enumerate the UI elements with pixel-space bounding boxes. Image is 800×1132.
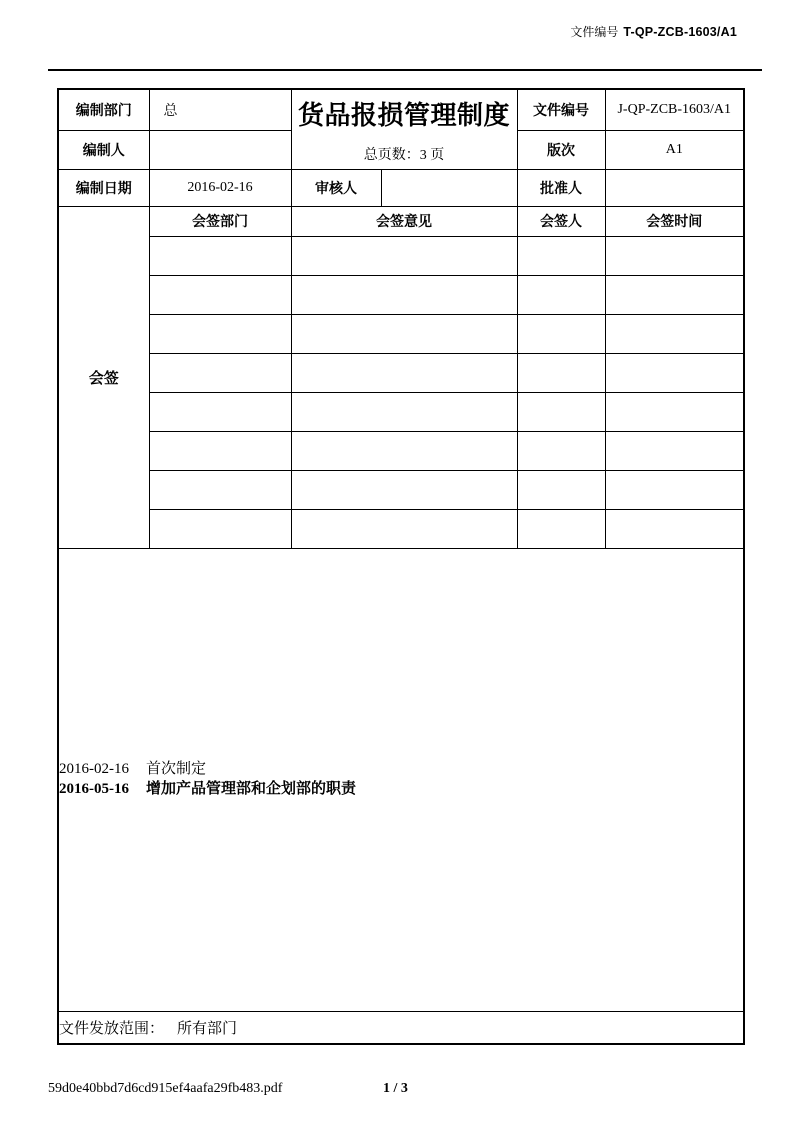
countersign-header-row — [58, 206, 744, 236]
reviewer-label: 审核人 — [291, 169, 381, 206]
countersign-dept-cell — [149, 392, 291, 431]
countersign-empty-row — [58, 392, 744, 431]
countersign-time-cell — [605, 314, 744, 353]
countersign-person-cell — [517, 275, 605, 314]
countersign-person-cell — [517, 353, 605, 392]
revision-date: 2016-02-16 — [59, 761, 129, 777]
countersign-dept-cell — [149, 470, 291, 509]
countersign-time-cell — [605, 509, 744, 548]
prep-dept-value: 总 — [149, 89, 291, 130]
approver-label: 批准人 — [517, 169, 605, 206]
prep-person-label: 编制人 — [58, 130, 149, 169]
countersign-opinion-cell — [291, 431, 517, 470]
footer-page-indicator: 1 / 3 — [383, 1081, 408, 1096]
pdf-footer — [40, 1081, 800, 1101]
page-header-doc-number — [570, 23, 737, 40]
distribution-row — [58, 1011, 744, 1044]
countersign-dept-cell — [149, 275, 291, 314]
countersign-opinion-cell — [291, 353, 517, 392]
countersign-dept-cell — [149, 431, 291, 470]
document-title: 货品报损管理制度 — [298, 100, 511, 130]
revision-entry — [59, 760, 743, 780]
distribution-label: 文件发放范围： — [59, 1020, 165, 1037]
doc-no-label: 文件编号 — [517, 89, 605, 130]
footer-filename: 59d0e40bbd7d6cd915ef4aafa29fb483.pdf — [48, 1081, 283, 1096]
revision-date: 2016-05-16 — [59, 780, 129, 797]
countersign-dept-cell — [149, 236, 291, 275]
title-cell — [291, 89, 517, 169]
header-doc-number-label: 文件编号 — [570, 25, 619, 39]
countersign-person-cell — [517, 470, 605, 509]
countersign-dept-cell — [149, 353, 291, 392]
countersign-opinion-cell — [291, 392, 517, 431]
countersign-person-cell — [517, 509, 605, 548]
countersign-empty-row — [58, 236, 744, 275]
countersign-col-opinion: 会签意见 — [291, 206, 517, 236]
countersign-dept-cell — [149, 509, 291, 548]
countersign-opinion-cell — [291, 470, 517, 509]
countersign-dept-cell — [149, 314, 291, 353]
revision-notes-cell — [58, 548, 744, 1011]
countersign-person-cell — [517, 236, 605, 275]
countersign-empty-row — [58, 470, 744, 509]
header-divider-line — [48, 69, 762, 71]
countersign-time-cell — [605, 431, 744, 470]
countersign-time-cell — [605, 392, 744, 431]
distribution-value: 所有部门 — [177, 1020, 238, 1037]
countersign-empty-row — [58, 431, 744, 470]
countersign-opinion-cell — [291, 275, 517, 314]
revision-notes-row — [58, 548, 744, 1011]
reviewer-value — [381, 169, 517, 206]
countersign-time-cell — [605, 470, 744, 509]
countersign-section-label: 会签 — [58, 206, 149, 548]
document-control-table — [57, 88, 745, 1045]
prep-person-value — [149, 130, 291, 169]
distribution-cell — [58, 1011, 744, 1044]
total-pages-text: 总页数：3 页 — [363, 147, 445, 163]
approver-value — [605, 169, 744, 206]
prep-date-value: 2016-02-16 — [149, 169, 291, 206]
version-value: A1 — [605, 130, 744, 169]
countersign-time-cell — [605, 275, 744, 314]
version-label: 版次 — [517, 130, 605, 169]
countersign-col-dept: 会签部门 — [149, 206, 291, 236]
revision-entry — [59, 780, 743, 800]
countersign-person-cell — [517, 431, 605, 470]
countersign-col-time: 会签时间 — [605, 206, 744, 236]
countersign-empty-row — [58, 275, 744, 314]
countersign-opinion-cell — [291, 236, 517, 275]
doc-no-value: J-QP-ZCB-1603/A1 — [605, 89, 744, 130]
countersign-opinion-cell — [291, 509, 517, 548]
revision-description: 首次制定 — [146, 761, 207, 777]
countersign-empty-row — [58, 353, 744, 392]
countersign-empty-row — [58, 509, 744, 548]
countersign-opinion-cell — [291, 314, 517, 353]
countersign-person-cell — [517, 392, 605, 431]
countersign-person-cell — [517, 314, 605, 353]
prep-date-label: 编制日期 — [58, 169, 149, 206]
prep-dept-label: 编制部门 — [58, 89, 149, 130]
table-row — [58, 169, 744, 206]
header-doc-number-value: T-QP-ZCB-1603/A1 — [623, 25, 737, 39]
countersign-time-cell — [605, 353, 744, 392]
revision-description: 增加产品管理部和企划部的职责 — [146, 780, 357, 797]
table-row — [58, 89, 744, 130]
countersign-col-person: 会签人 — [517, 206, 605, 236]
countersign-time-cell — [605, 236, 744, 275]
countersign-empty-row — [58, 314, 744, 353]
